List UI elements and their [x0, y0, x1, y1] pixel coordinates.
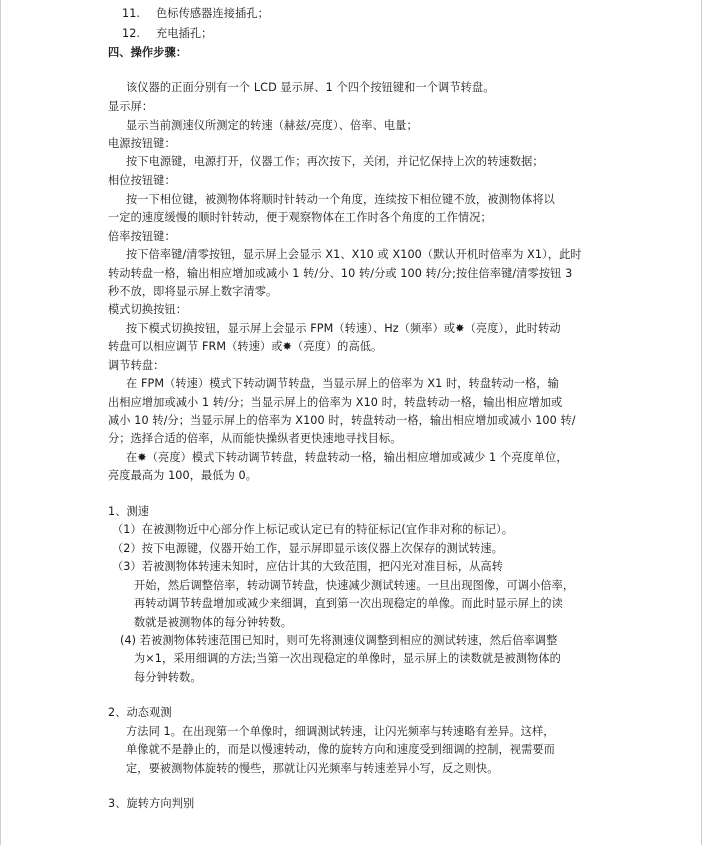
dynamic-line-2: 单像就不是静止的，而是以慢速转动，像的旋转方向和速度受到细调的控制，视需要而	[126, 743, 555, 756]
rate-line-1: 按下倍率键/清零按钮，显示屏上会显示 X1、X10 或 X100（默认开机时倍率为 X1），此时	[126, 248, 582, 261]
measure-heading: 1、测速	[108, 505, 150, 518]
dynamic-heading: 2、动态观测	[108, 706, 172, 719]
dial-line-6: 亮度最高为 100，最低为 0。	[108, 469, 258, 482]
measure-step-1: （1）在被测物近中心部分作上标记或认定已有的特征标记(宜作非对称的标记）。	[112, 523, 514, 536]
rotation-heading: 3、旋转方向判别	[108, 797, 195, 810]
phase-heading: 相位按钮键：	[108, 174, 176, 187]
power-text: 按下电源键，电源打开，仪器工作；再次按下，关闭，并记忆保持上次的转速数据；	[126, 155, 544, 168]
power-heading: 电源按钮键：	[108, 137, 176, 150]
page-border-left	[0, 0, 1, 845]
dial-line-5: 在✸（亮度）模式下转动调节转盘，转盘转动一格，输出相应增加或减少 1 个亮度单位，	[126, 451, 568, 464]
display-text: 显示当前测速仪所测定的转速（赫兹/亮度）、倍率、电量；	[126, 119, 418, 132]
mode-line-1: 按下模式切换按钮，显示屏上会显示 FPM（转速）、Hz（频率）或✸（亮度），此时转动	[126, 322, 561, 335]
measure-step-3-line-2: 开始，然后调整倍率，转动调节转盘，快速减少测试转速。一旦出现图像，可调小倍率，	[134, 579, 575, 592]
mode-line-2: 转盘可以相应调节 FRM（转速）或✸（亮度）的高低。	[108, 340, 383, 353]
phase-line-1: 按一下相位键，被测物体将顺时针转动一个角度，连续按下相位键不放，被测物体将以	[126, 193, 555, 206]
rate-heading: 倍率按钮键：	[108, 230, 176, 243]
rate-line-2: 转动转盘一格，输出相应增加或减小 1 转/分、10 转/分或 100 转/分;按住倍率键/清零按钮 3	[108, 267, 573, 280]
dial-line-1: 在 FPM（转速）模式下转动调节转盘，当显示屏上的倍率为 X1 时，转盘转动一格，输	[126, 377, 559, 390]
rate-line-3: 秒不放，即将显示屏上数字清零。	[108, 285, 278, 298]
mode-heading: 模式切换按钮：	[108, 303, 188, 316]
dynamic-line-3: 定，要被测物体旋转的慢些，那就让闪光频率与转速差异小写，反之则快。	[126, 762, 499, 775]
measure-step-4-line-3: 每分钟转数。	[134, 671, 202, 684]
section-title-operation: 四、操作步骤：	[108, 46, 188, 59]
phase-line-2: 一定的速度缓慢的顺时针转动，便于观察物体在工作时各个角度的工作情况；	[108, 211, 492, 224]
measure-step-3-line-4: 数就是被测物体的每分钟转数。	[134, 616, 293, 629]
dial-line-3: 减小 10 转/分；当显示屏上的倍率为 X100 时，转盘转动一格，输出相应增加或减小 100 转/	[108, 414, 576, 427]
measure-step-3-line-1: （3）若被测物体转速未知时，应估计其的大致范围，把闪光对准目标，从高转	[112, 560, 503, 573]
measure-step-4-line-2: 为×1，采用细调的方法;当第一次出现稳定的单像时，显示屏上的读数就是被测物体的	[134, 652, 561, 665]
intro-paragraph: 该仪器的正面分别有一个 LCD 显示屏、1 个四个按钮键和一个调节转盘。	[126, 81, 495, 94]
list-item-12: 12. 充电插孔；	[122, 27, 213, 40]
measure-step-3-line-3: 再转动调节转盘增加或减少来细调，直到第一次出现稳定的单像。而此时显示屏上的读	[134, 597, 563, 610]
list-item-11: 11. 色标传感器连接插孔；	[122, 7, 269, 20]
measure-step-2: （2）按下电源键，仪器开始工作，显示屏即显示该仪器上次保存的测试转速。	[112, 542, 503, 555]
dial-heading: 调节转盘：	[108, 359, 165, 372]
dial-line-4: 分；选择合适的倍率，从而能快操纵者更快速地寻找目标。	[108, 432, 402, 445]
dial-line-2: 出相应增加或减小 1 转/分；当显示屏上的倍率为 X10 时，转盘转动一格，输出相应增加或	[108, 396, 563, 409]
dynamic-line-1: 方法同 1。在出现第一个单像时，细调测试转速，让闪光频率与转速略有差异。这样，	[126, 725, 555, 738]
display-heading: 显示屏：	[108, 100, 154, 113]
measure-step-4-line-1: (4) 若被测物体转速范围已知时，则可先将测速仪调整到相应的测试转速，然后倍率调整	[120, 634, 558, 647]
